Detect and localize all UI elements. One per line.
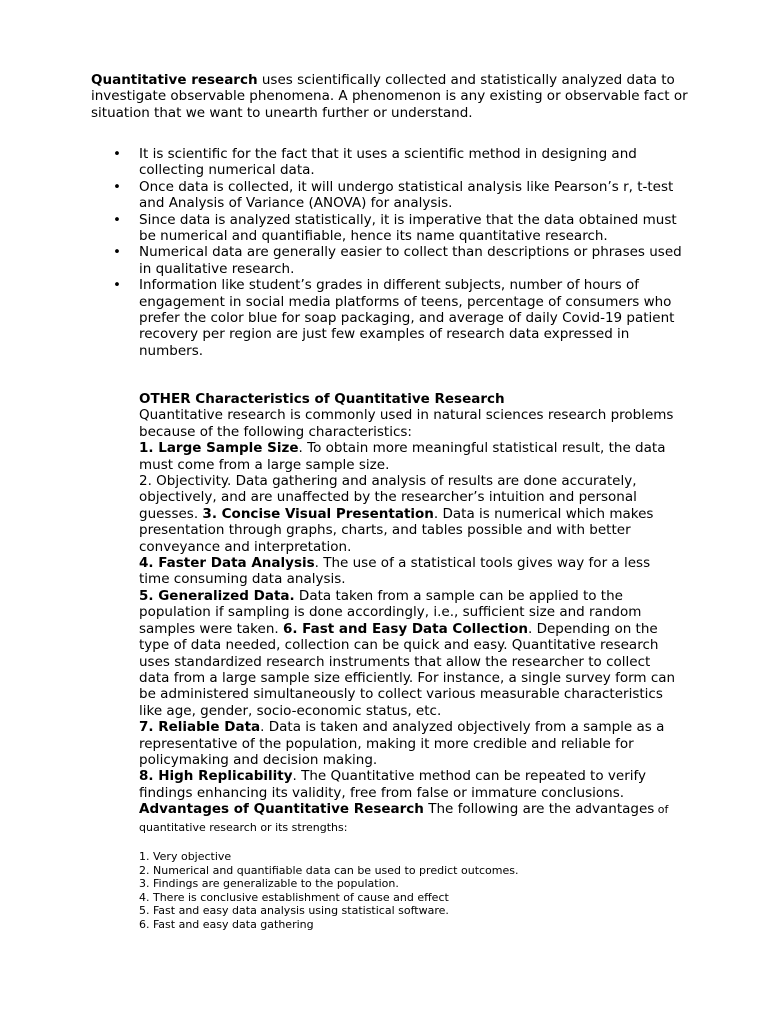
bullet-icon: • [113,244,121,261]
bullet-text: Since data is analyzed statistically, it is imperative that the data obtained must be numerical and quantifiable, hence its name quantitative research. [139,211,677,245]
section-heading [139,391,679,407]
characteristic-text: . Data is taken and analyzed objectively from a sample as a representative of the population, making it more credible and reliable for policymaking and decision making. [139,719,665,768]
characteristic-title: 3. Concise Visual Presentation [202,505,434,522]
advantages-text: The following are the advantages [423,801,655,818]
characteristic-5-6 [139,588,679,719]
intro-paragraph [91,72,691,121]
list-item [91,146,691,179]
intro-text: uses scientifically collected and statistically analyzed data to investigate observable phenomena. A phenomenon is any existing or observable fact or situation that we want to unearth further or understand. [91,72,688,121]
list-item [91,179,691,212]
list-item: 1. Very objective [139,850,232,863]
intro-lead: Quantitative research [91,72,258,88]
characteristic-2-3 [139,473,679,555]
bullet-text: It is scientific for the fact that it uses a scientific method in designing and collecting numerical data. [139,146,637,179]
characteristic-text: . The use of a statistical tools gives way for a less time consuming data analysis. [139,555,651,588]
characteristic-title: 5. Generalized Data. [139,587,295,604]
list-item: 6. Fast and easy data gathering [139,917,314,931]
characteristic-text: . Depending on the type of data needed, collection can be quick and easy. Quantitative research uses standardized research instruments that allow the researcher to collect data from a large sample size efficiently. For instance, a single survey form can be administered simultaneously to collect various measurable characteristics like age, gender, socio-economic status, etc. [139,620,676,719]
characteristic-1 [139,440,679,473]
bullet-icon: • [113,178,121,195]
other-characteristics-section [139,391,679,836]
list-item: 5. Fast and easy data analysis using statistical software. [139,904,449,918]
characteristic-title: 8. High Replicability [139,768,293,785]
advantages-paragraph [139,801,679,836]
characteristics-bullet-list [91,146,691,359]
characteristic-text: 2. Objectivity. Data gathering and analysis of results are done accurately, objectively, and are unaffected by the researcher’s intuition and personal guesses. [139,473,637,522]
characteristic-text: Data taken from a sample can be applied to the population if sampling is done accordingly, i.e., sufficient size and random samples were taken. [139,587,642,637]
characteristic-title: 7. Reliable Data [139,719,261,736]
advantages-list [139,850,679,932]
bullet-text: Numerical data are generally easier to collect than descriptions or phrases used in qualitative research. [139,244,682,277]
characteristic-title: 4. Faster Data Analysis [139,555,315,572]
bullet-icon: • [113,146,121,162]
list-item [91,244,691,277]
characteristic-title: 1. Large Sample Size [139,440,299,457]
characteristic-title: 6. Fast and Easy Data Collection [282,620,528,637]
section-intro: Quantitative research is commonly used in natural sciences research problems because of the following characteristics: [139,407,674,440]
list-item: 4. There is conclusive establishment of cause and effect [139,890,449,904]
list-item: 2. Numerical and quantifiable data can be used to predict outcomes. [139,863,519,877]
advantages-heading: Advantages of Quantitative Research [139,801,424,818]
characteristic-4 [139,555,679,588]
bullet-text: Information like student’s grades in different subjects, number of hours of engagement in social media platforms of teens, percentage of consumers who prefer the color blue for soap packaging, and average of daily Covid-19 patient recovery per region are just few examples of research data expressed in numbers. [139,277,675,359]
characteristic-8 [139,768,679,801]
characteristic-text: . Data is numerical which makes presentation through graphs, charts, and tables possible and with better conveyance and interpretation. [139,505,654,555]
list-item: 3. Findings are generalizable to the population. [139,877,399,891]
list-item [91,277,691,359]
bullet-icon: • [113,277,121,294]
characteristic-7 [139,719,679,768]
list-item [91,212,691,245]
advantages-text-small: of quantitative research or its strengths: [139,803,669,834]
other-heading: OTHER Characteristics of Quantitative Research [139,391,505,407]
bullet-text: Once data is collected, it will undergo statistical analysis like Pearson’s r, t-test and Analysis of Variance (ANOVA) for analysis. [139,178,674,212]
bullet-icon: • [113,211,121,228]
characteristic-text: . To obtain more meaningful statistical result, the data must come from a large sample size. [139,440,666,473]
characteristic-text: . The Quantitative method can be repeated to verify findings enhancing its validity, free from false or immature conclusions. [139,768,646,801]
